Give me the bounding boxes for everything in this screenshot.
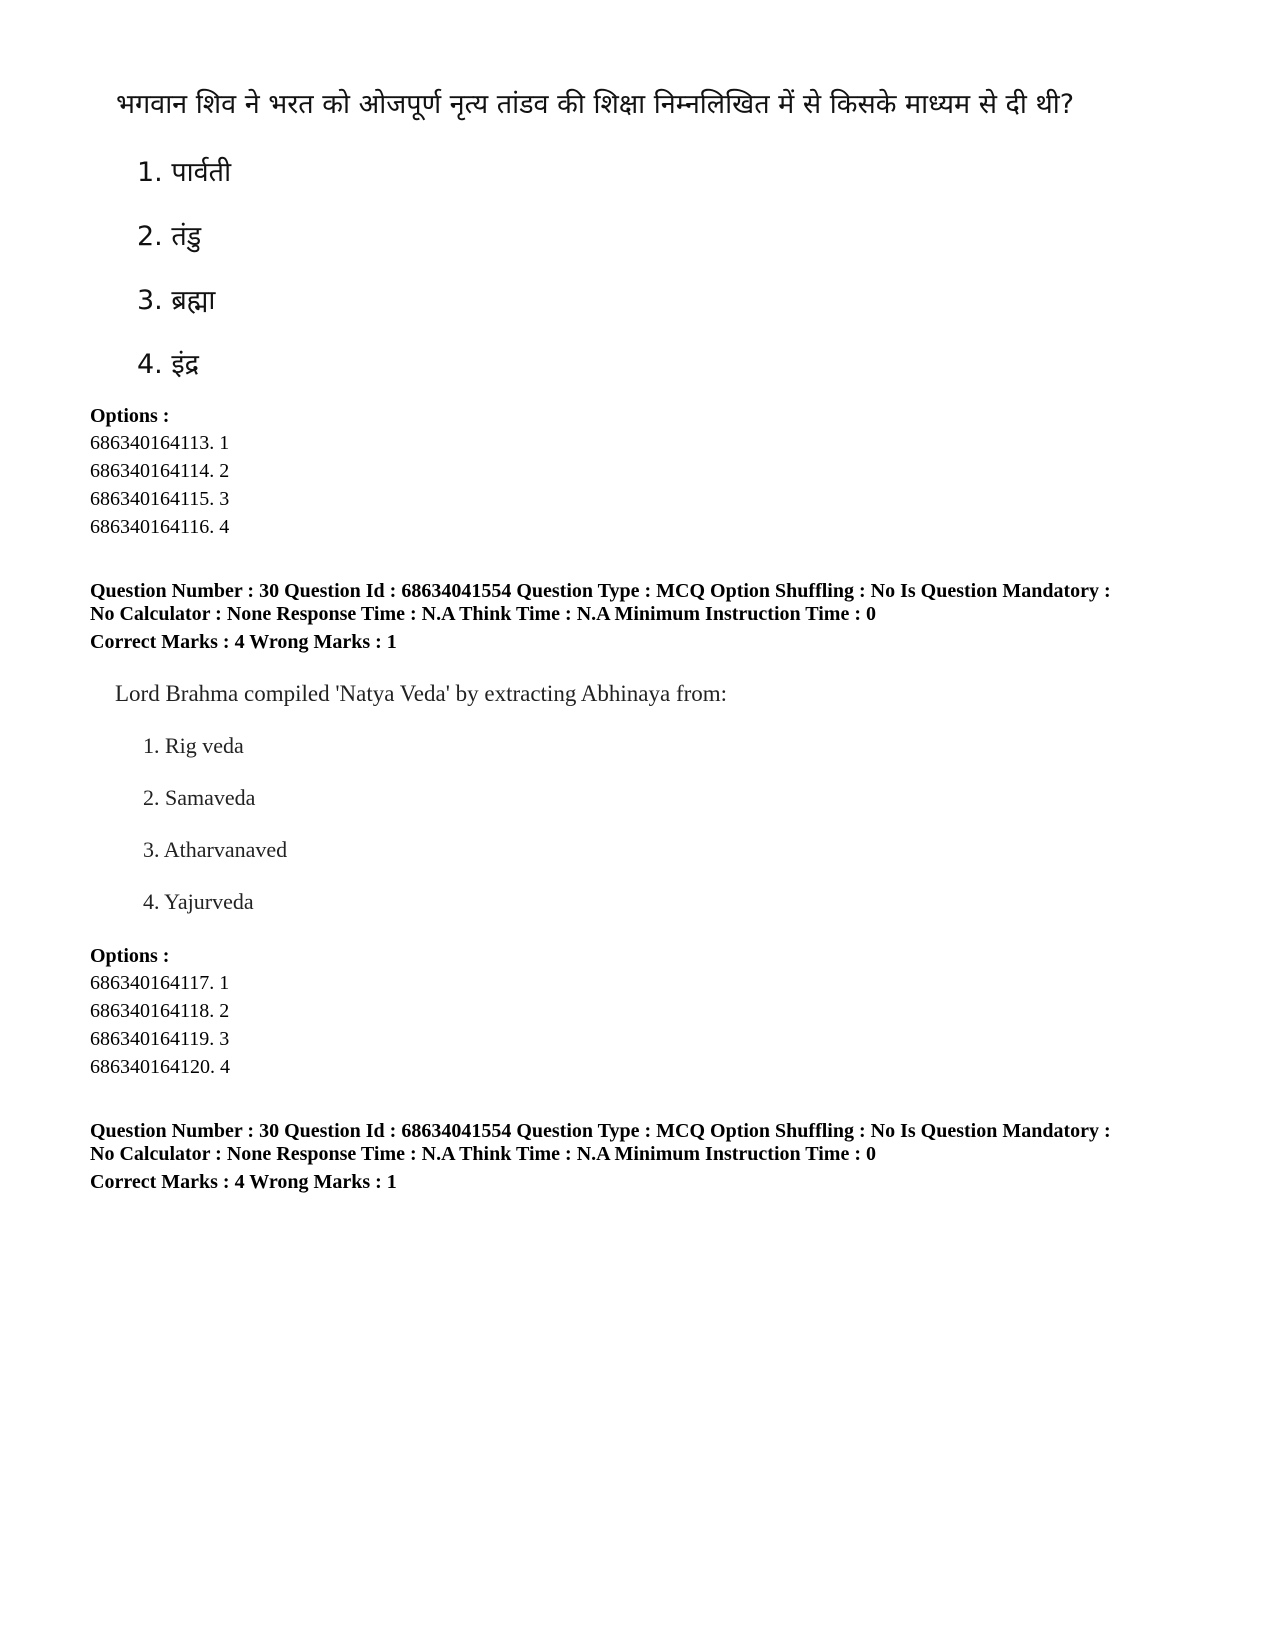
choice-2: 2. Samaveda xyxy=(143,785,256,810)
option-line: 686340164114. 2 xyxy=(90,460,230,482)
choice-3: 3. Atharvanaved xyxy=(143,837,288,862)
question-meta xyxy=(90,1120,1200,1166)
option-line: 686340164118. 2 xyxy=(90,1000,230,1022)
options-label: Options : xyxy=(90,405,170,427)
question-text-hindi: भगवान शिव ने भरत को ओजपूर्ण नृत्य तांडव की शिक्षा निम्नलिखित में से किसके माध्यम से दी थी? xyxy=(116,89,1075,120)
options-label: Options : xyxy=(90,945,170,967)
choice-1: 1. पार्वती xyxy=(137,157,232,188)
question-meta xyxy=(90,580,1200,626)
choice-1: 1. Rig veda xyxy=(143,733,244,758)
choice-2: 2. तंडु xyxy=(137,221,202,252)
marks-line: Correct Marks : 4 Wrong Marks : 1 xyxy=(90,1171,397,1193)
question-meta-line2: No Calculator : None Response Time : N.A Think Time : N.A Minimum Instruction Time : 0 xyxy=(90,1143,876,1165)
marks-line: Correct Marks : 4 Wrong Marks : 1 xyxy=(90,631,397,653)
choice-3: 3. ब्रह्मा xyxy=(137,285,216,316)
option-line: 686340164113. 1 xyxy=(90,432,230,454)
option-line: 686340164116. 4 xyxy=(90,516,230,538)
option-line: 686340164119. 3 xyxy=(90,1028,230,1050)
choice-4: 4. Yajurveda xyxy=(143,889,254,914)
question-meta-line1: Question Number : 30 Question Id : 68634041554 Question Type : MCQ Option Shuffling : No Is Question Mandatory : xyxy=(90,580,1111,602)
option-line: 686340164115. 3 xyxy=(90,488,230,510)
option-line: 686340164120. 4 xyxy=(90,1056,230,1078)
option-line: 686340164117. 1 xyxy=(90,972,230,994)
question-meta-line2: No Calculator : None Response Time : N.A Think Time : N.A Minimum Instruction Time : 0 xyxy=(90,603,876,625)
question-meta-line1: Question Number : 30 Question Id : 68634041554 Question Type : MCQ Option Shuffling : No Is Question Mandatory : xyxy=(90,1120,1111,1142)
choice-4: 4. इंद्र xyxy=(137,349,199,380)
question-text-english: Lord Brahma compiled 'Natya Veda' by extracting Abhinaya from: xyxy=(115,681,728,706)
